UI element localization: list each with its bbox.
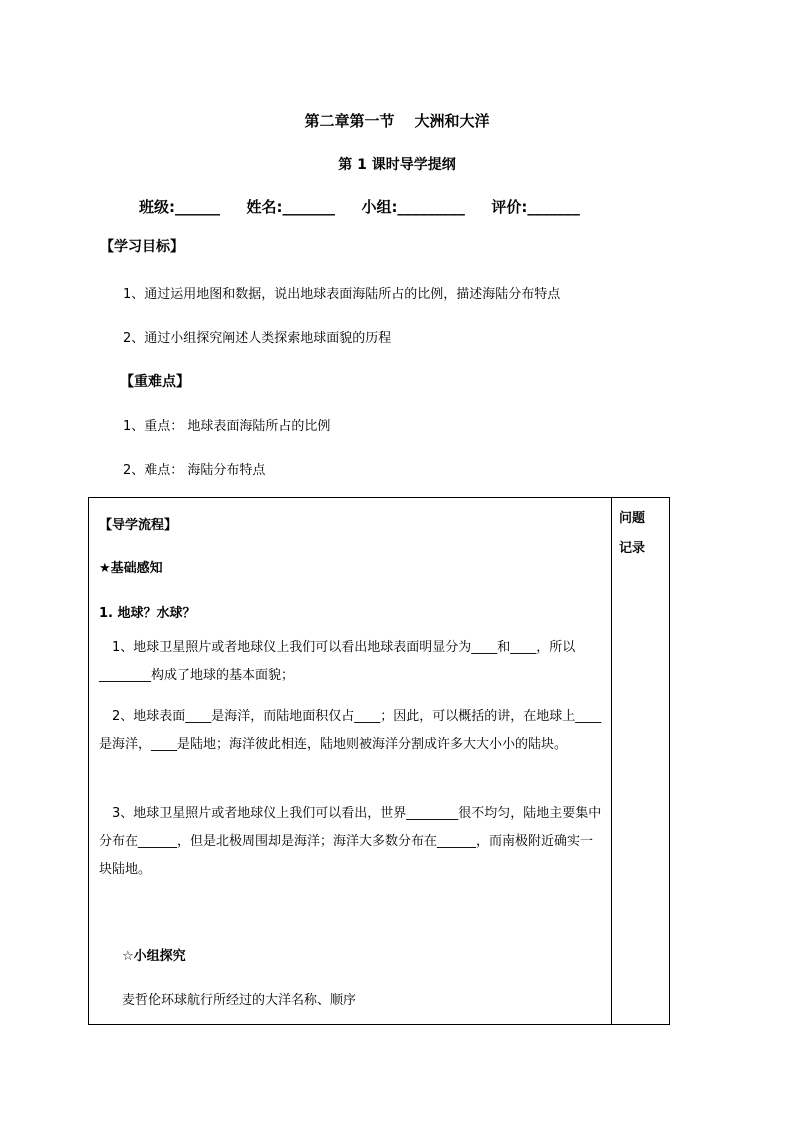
group-inquiry-task: 麦哲伦环球航行所经过的大洋名称、顺序 — [122, 993, 357, 1008]
objectives-heading: 【学习目标】 — [100, 239, 184, 255]
guide-flow-heading: 【导学流程】 — [99, 518, 178, 533]
notes-header-line: 问题 — [619, 511, 646, 526]
key-points-heading: 【重难点】 — [120, 374, 190, 390]
key-point-item: 1、重点： 地球表面海陆所占的比例 — [123, 419, 331, 434]
objective-item: 2、通过小组探究阐述人类探索地球面貌的历程 — [123, 331, 392, 346]
basic-perception-heading: ★基础感知 — [99, 561, 163, 576]
chapter-label: 第二章第一节 — [304, 112, 395, 130]
page-subtitle: 第 1 课时导学提纲 — [338, 157, 456, 173]
group-field[interactable]: 小组:_________ — [361, 198, 465, 216]
question-1-heading: 1. 地球？水球？ — [99, 606, 196, 621]
page-title — [0, 110, 794, 131]
notes-column-header — [619, 504, 663, 564]
question-paragraph: 3、地球卫星照片或者地球仪上我们可以看出，世界________很不均匀，陆地主要集中分布在______，但是北极周围却是海洋；海洋大多数分布在______，而南极附近确实一块陆地。 — [99, 806, 602, 877]
class-field[interactable]: 班级:______ — [139, 198, 220, 216]
lesson-title: 大洲和大洋 — [414, 112, 490, 130]
student-info-row — [139, 196, 580, 217]
question-paragraph: 1、地球卫星照片或者地球仪上我们可以看出地球表面明显分为____和____，所以________构成了地球的基本面貌； — [99, 640, 576, 683]
question-paragraph: 2、地球表面____是海洋，而陆地面积仅占____；因此，可以概括的讲，在地球上____是海洋，____是陆地；海洋彼此相连，陆地则被海洋分割成许多大大小小的陆块。 — [99, 709, 602, 752]
rating-field[interactable]: 评价:_______ — [491, 198, 580, 216]
notes-header-line: 记录 — [619, 541, 646, 556]
group-inquiry-heading: ☆小组探究 — [122, 949, 186, 964]
key-point-item: 2、难点： 海陆分布特点 — [123, 463, 266, 478]
name-field[interactable]: 姓名:_______ — [246, 198, 335, 216]
study-guide-table — [88, 497, 670, 1025]
objective-item: 1、通过运用地图和数据，说出地球表面海陆所占的比例，描述海陆分布特点 — [123, 287, 561, 302]
